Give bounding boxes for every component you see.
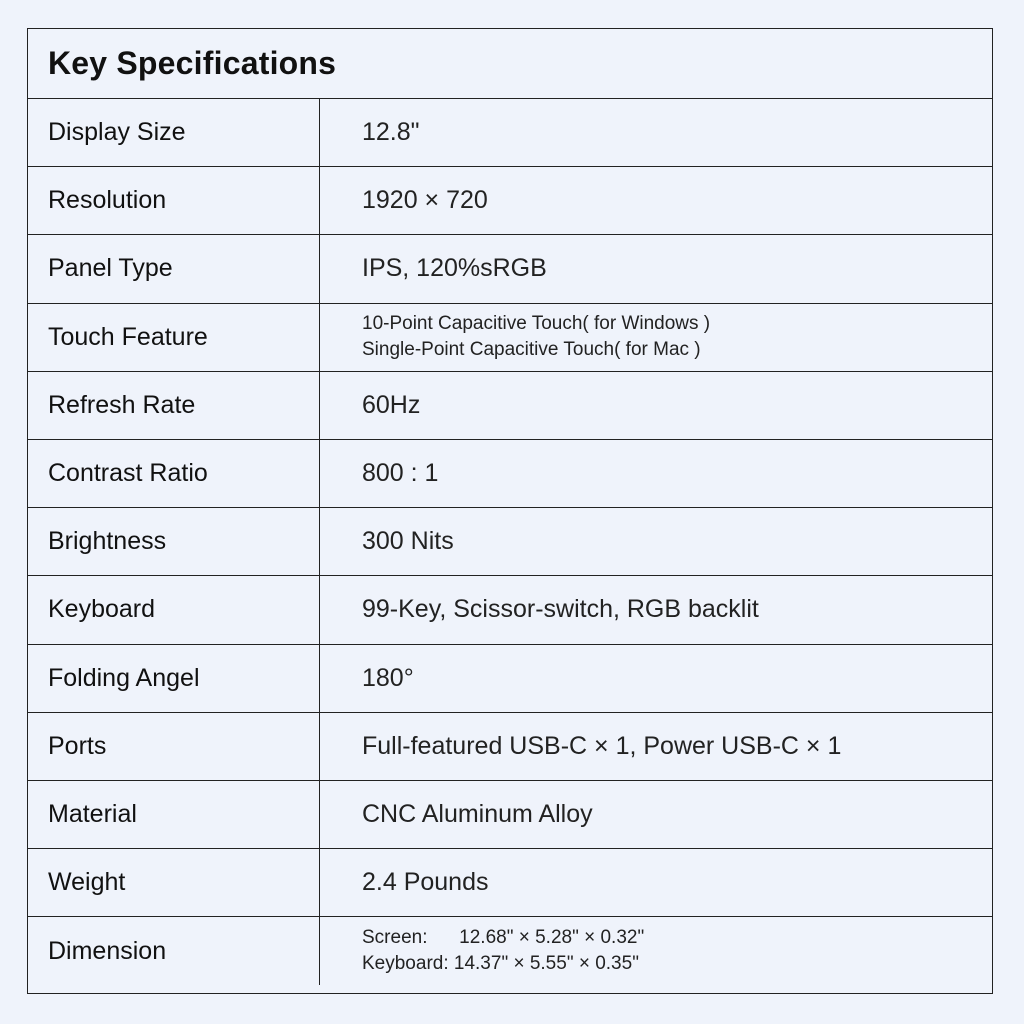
table-row	[28, 440, 992, 508]
spec-label: Brightness	[28, 508, 320, 575]
spec-value	[320, 713, 992, 780]
spec-value	[320, 576, 992, 643]
spec-label: Folding Angel	[28, 645, 320, 712]
spec-table	[27, 28, 993, 994]
spec-label: Touch Feature	[28, 304, 320, 371]
spec-table-header	[28, 29, 992, 99]
spec-value-line: Keyboard: 14.37" × 5.55" × 0.35"	[362, 953, 639, 975]
spec-value	[320, 849, 992, 916]
spec-label: Resolution	[28, 167, 320, 234]
spec-value-line: 180°	[362, 663, 414, 692]
spec-value-line: Full-featured USB-C × 1, Power USB-C × 1	[362, 731, 842, 760]
table-row	[28, 235, 992, 303]
spec-value-line: 10-Point Capacitive Touch( for Windows )	[362, 313, 711, 335]
spec-value-line: 2.4 Pounds	[362, 868, 489, 897]
spec-value-line: 12.8"	[362, 118, 420, 147]
spec-value-line: CNC Aluminum Alloy	[362, 799, 593, 828]
spec-value	[320, 917, 992, 985]
table-row	[28, 781, 992, 849]
spec-value-line: 60Hz	[362, 390, 421, 419]
spec-value	[320, 167, 992, 234]
spec-label: Contrast Ratio	[28, 440, 320, 507]
spec-value-line: Single-Point Capacitive Touch( for Mac )	[362, 339, 701, 361]
table-row	[28, 99, 992, 167]
table-row	[28, 372, 992, 440]
page-title: Key Specifications	[48, 45, 337, 81]
spec-value	[320, 304, 992, 371]
table-row	[28, 304, 992, 372]
spec-label: Dimension	[28, 917, 320, 985]
table-row	[28, 849, 992, 917]
table-row	[28, 576, 992, 644]
spec-value-line: IPS, 120%sRGB	[362, 254, 547, 283]
spec-label: Panel Type	[28, 235, 320, 302]
spec-value-line: 800 : 1	[362, 459, 439, 488]
spec-value-line: 300 Nits	[362, 527, 454, 556]
spec-value	[320, 235, 992, 302]
spec-label: Refresh Rate	[28, 372, 320, 439]
table-row	[28, 508, 992, 576]
spec-value	[320, 372, 992, 439]
spec-value	[320, 645, 992, 712]
spec-value-line: 1920 × 720	[362, 186, 488, 215]
spec-value	[320, 781, 992, 848]
spec-value	[320, 99, 992, 166]
table-row	[28, 167, 992, 235]
table-row	[28, 713, 992, 781]
table-row	[28, 645, 992, 713]
spec-label: Weight	[28, 849, 320, 916]
spec-value	[320, 508, 992, 575]
spec-label: Display Size	[28, 99, 320, 166]
table-row	[28, 917, 992, 985]
spec-label: Material	[28, 781, 320, 848]
spec-value-line: 99-Key, Scissor-switch, RGB backlit	[362, 595, 759, 624]
spec-label: Ports	[28, 713, 320, 780]
spec-value-line: Screen: 12.68" × 5.28" × 0.32"	[362, 927, 645, 949]
spec-label: Keyboard	[28, 576, 320, 643]
spec-value	[320, 440, 992, 507]
